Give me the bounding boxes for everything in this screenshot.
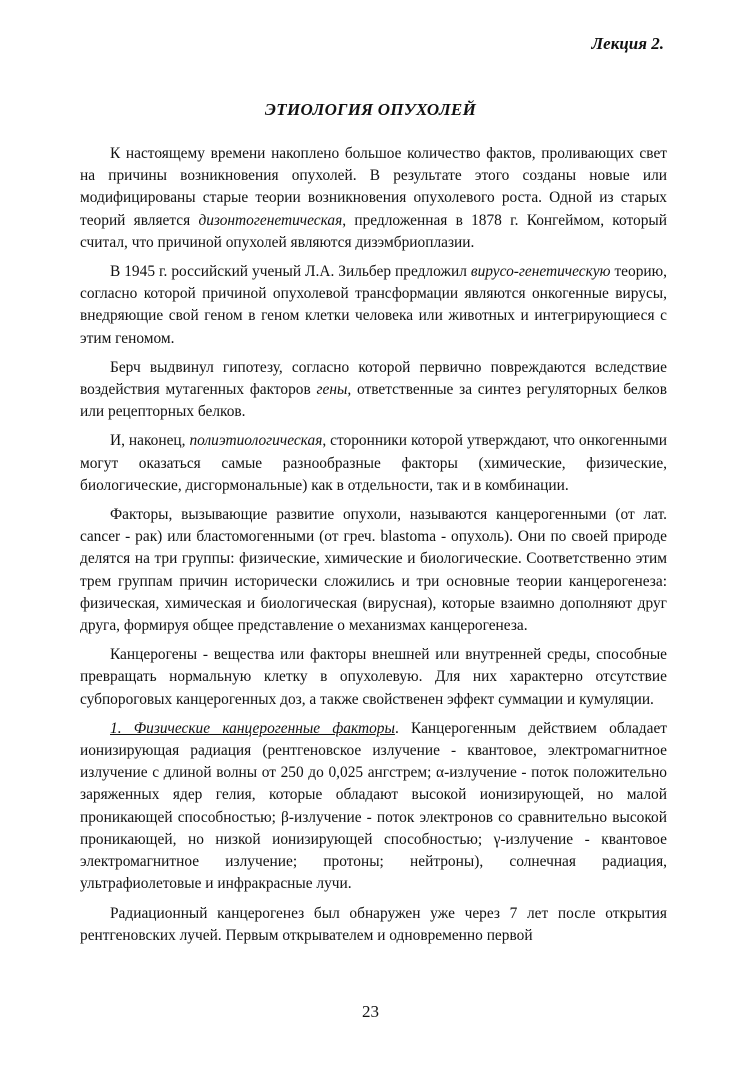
paragraph-7-text: . Канцерогенным действием обладает ионизирующая радиация (рентгеновское излучение - квантовое, электромагнитное излучение с длиной волны от 250 до 0,025 ангстрем; α-излучение - поток положительно заряженных ядер гелия, которые обладают высокой ионизирующей, но малой проникающей способностью; β-излучение - поток электронов со сравнительно высокой проникающей, но низкой ионизирующей способностью; γ-излучение - квантовое электромагнитное излучение; протоны; нейтроны), солнечная радиация, ультрафиолетовые и инфракрасные лучи. (80, 719, 667, 893)
paragraph-3-text-a: Берч выдвинул гипотезу, согласно которой первично повреждаются вследствие воздействия мутагенных факторов (80, 358, 667, 399)
page-number: 23 (362, 1002, 379, 1021)
paragraph-2-emphasis: вирусо-генетическую (470, 263, 611, 281)
paragraph-1-emphasis: дизонтогенетическая (198, 211, 343, 229)
section-heading-physical-factors: 1. Физические канцерогенные факторы (110, 719, 395, 737)
paragraph-3-emphasis: гены, (316, 381, 352, 399)
paragraph-6: Канцерогены - вещества или факторы внешней или внутренней среды, способные превращать нормальную клетку в опухолевую. Для них характерно отсутствие субпороговых канцерогенных доз, а также свойственен эффект суммации и кумуляции. (80, 646, 667, 708)
body-text (80, 143, 667, 947)
paragraph-4-text-b: , сторонники которой утверждают, что онкогенными могут оказаться самые разнообразные факторы (химические, физические, биологические, дисгормональные) как в отдельности, так и в комбинации. (80, 432, 667, 494)
running-head: Лекция 2. (591, 34, 664, 53)
paragraph-1-text-b: , предложенная в 1878 г. Конгеймом, который считал, что причиной опухолей являются дизэмбриоплазии. (80, 211, 667, 251)
paragraph-4-text-a: И, наконец, (110, 432, 190, 450)
chapter-title: ЭТИОЛОГИЯ ОПУХОЛЕЙ (264, 100, 477, 119)
paragraph-1-text-a: К настоящему времени накоплено большое количество фактов, проливающих свет на причины возникновения опухолей. В результате этого созданы новые или модифицированы старые теории возникновения опухолевого роста. Одной из старых теорий является (80, 145, 667, 229)
paragraph-4 (80, 430, 667, 497)
paragraph-8: Радиационный канцерогенез был обнаружен уже через 7 лет после открытия рентгеновских лучей. Первым открывателем и одновременно первой (80, 904, 667, 944)
paragraph-4-emphasis: полиэтиологическая (189, 432, 323, 450)
paragraph-2-text-b: теорию, согласно которой причиной опухолевой трансформации являются онкогенные вирусы, внедряющие свой геном в геном клетки человека или животных и интегрирующиеся с этим геномом. (80, 263, 667, 347)
paragraph-2-text-a: В 1945 г. российский ученый Л.А. Зильбер предложил (110, 263, 471, 281)
paragraph-1 (80, 143, 667, 254)
paragraph-3-text-b: ответственные за синтез регуляторных белков или рецепторных белков. (80, 381, 667, 421)
paragraph-5: Факторы, вызывающие развитие опухоли, называются канцерогенными (от лат. cancer - рак) или бластомогенными (от греч. blastoma - опухоль). Они по своей природе делятся на три группы: физические, химические и биологические. Соответственно этим трем группам причин исторически сложились и три основные теории канцерогенеза: физическая, химическая и биологическая (вирусная), которые взаимно дополняют друг друга, формируя общее представление о механизмах канцерогенеза. (80, 506, 667, 635)
paragraph-2 (80, 261, 667, 350)
paragraph-3 (80, 357, 667, 424)
paragraph-7 (80, 718, 667, 896)
